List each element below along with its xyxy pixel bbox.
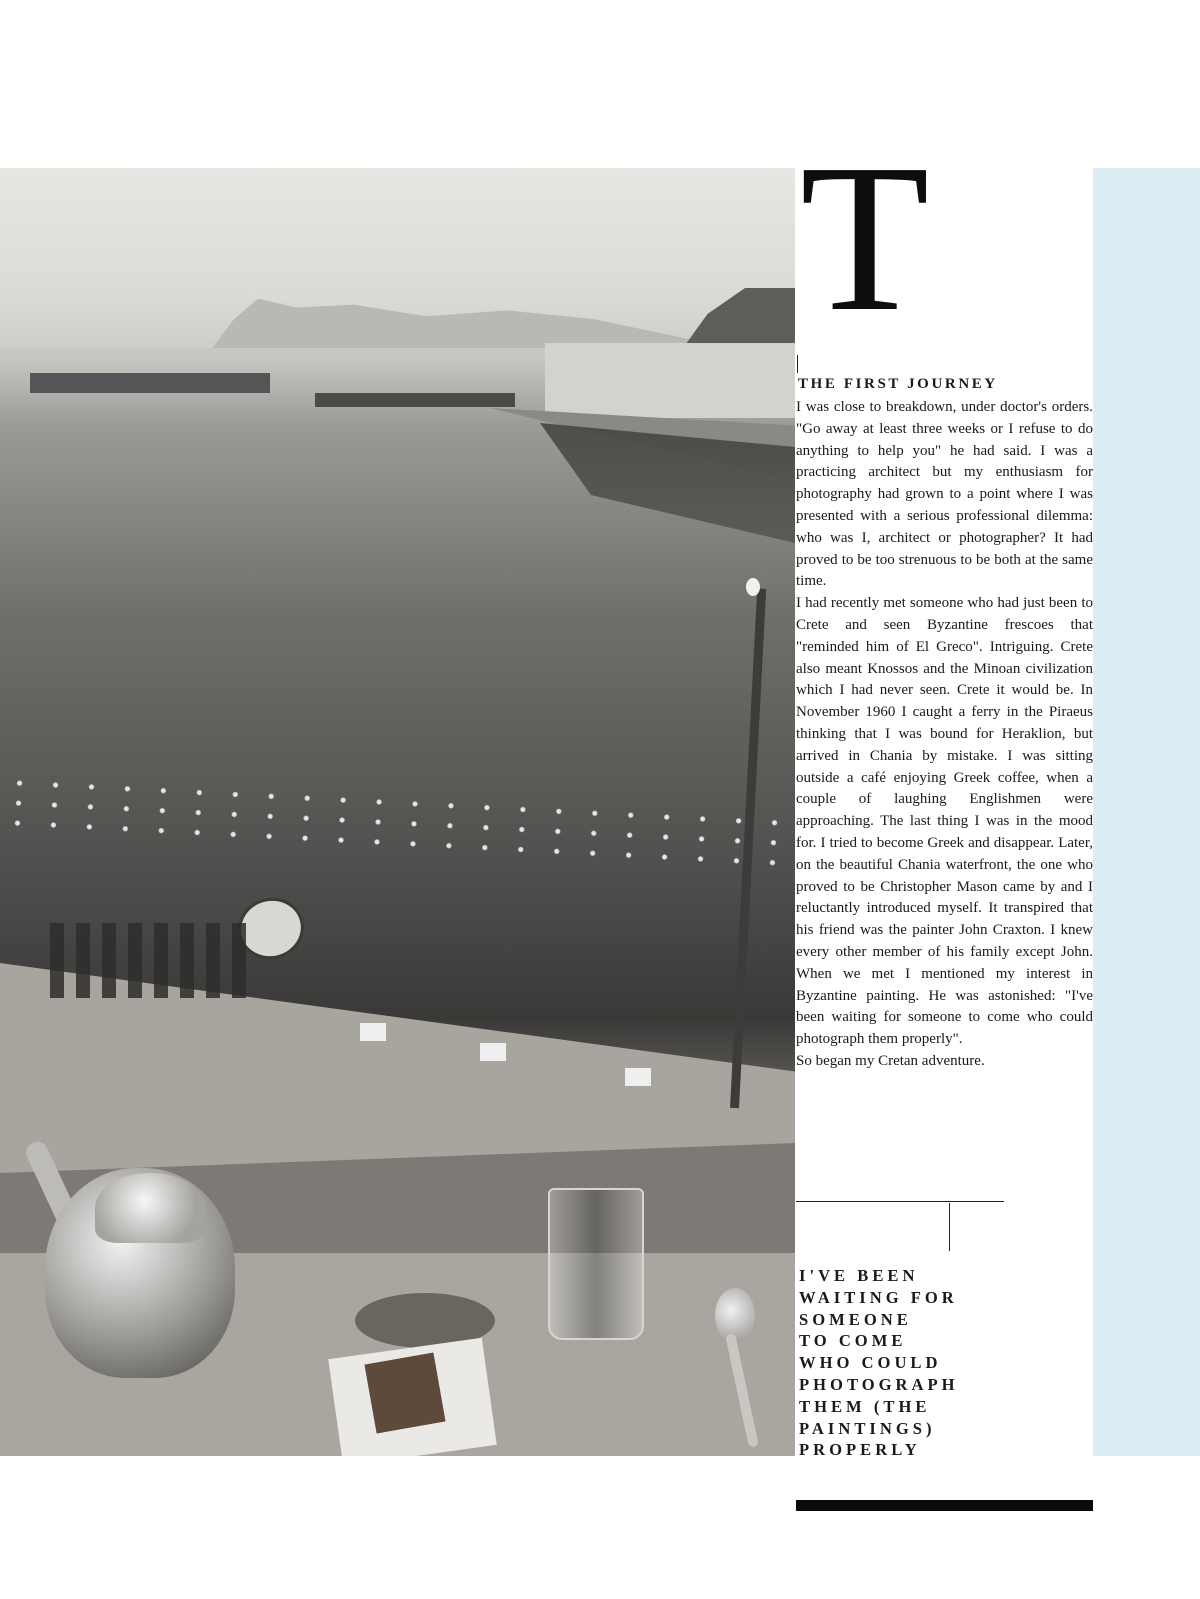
body-paragraph: So began my Cretan adventure. <box>796 1052 985 1069</box>
body-paragraph: I had recently met someone who had just been to Crete and seen Byzantine frescoes that "reminded him of El Greco". Intriguing. Crete also meant Knossos and the Minoan civilization which I had never seen. Crete it would be. In November 1960 I caught a ferry in the Piraeus thinking that I was bound for Heraklion, but arrived in Chania by mistake. I was sitting outside a café enjoying Greek coffee, when a couple of laughing Englishmen were approaching. The last thing I was in the mood for. I tried to become Greek and disappear. Later, on the beautiful Chania waterfront, the one who proved to be Christopher Mason came by and I reluctantly introduced myself. It transpired that his friend was the painter John Craxton. I knew every other member of his family except John. When we met I mentioned my interest in Byzantine painting. He was astonished: "I've been waiting for someone to come who could photograph them properly". <box>796 595 1093 1048</box>
pull-quote <box>799 1265 1079 1461</box>
pull-quote-line: PROPERLY <box>799 1440 921 1460</box>
pull-quote-line: PHOTOGRAPH <box>799 1374 959 1394</box>
article-body <box>796 397 1093 1073</box>
body-paragraph: I was close to breakdown, under doctor's orders. "Go away at least three weeks or I refuse to do anything to help you" he had said. I was a practicing architect but my enthusiasm for photography had grown to a point where I was presented with a serious professional dilemma: who was I, architect or photographer? It had proved to be too strenuous to be both at the same time. <box>796 399 1093 590</box>
photo-teapot-lid <box>95 1173 205 1243</box>
pull-quote-rule-horizontal <box>796 1201 1004 1202</box>
photo-water-glass <box>548 1188 644 1340</box>
photo-people-group <box>50 923 250 998</box>
photo-jetty-left <box>30 373 270 393</box>
heading-tick-mark <box>797 355 798 373</box>
pull-quote-line: PAINTINGS) <box>799 1418 936 1438</box>
drop-cap: T <box>800 120 930 355</box>
photo-lamp-globe <box>746 578 760 596</box>
photo-cigarette-case <box>364 1352 445 1433</box>
photo-harbor-buildings <box>545 343 795 418</box>
harbor-photograph <box>0 168 795 1456</box>
photo-cafe-table <box>480 1043 506 1061</box>
photo-spoon-bowl <box>715 1288 755 1343</box>
photo-buoy-line <box>0 772 795 874</box>
photo-cafe-table <box>360 1023 386 1041</box>
footer-bar <box>796 1500 1093 1511</box>
photo-cafe-table <box>625 1068 651 1086</box>
pull-quote-line: WAITING FOR <box>799 1287 958 1307</box>
side-color-band <box>1093 168 1200 1456</box>
section-heading: THE FIRST JOURNEY <box>798 376 998 392</box>
pull-quote-line: I'VE BEEN <box>799 1266 919 1285</box>
pull-quote-line: TO COME <box>799 1331 907 1351</box>
pull-quote-rule-vertical <box>949 1203 950 1251</box>
pull-quote-line: WHO COULD <box>799 1353 942 1373</box>
pull-quote-line: SOMEONE <box>799 1309 912 1329</box>
photo-jetty-center <box>315 393 515 407</box>
pull-quote-line: THEM (THE <box>799 1396 931 1416</box>
